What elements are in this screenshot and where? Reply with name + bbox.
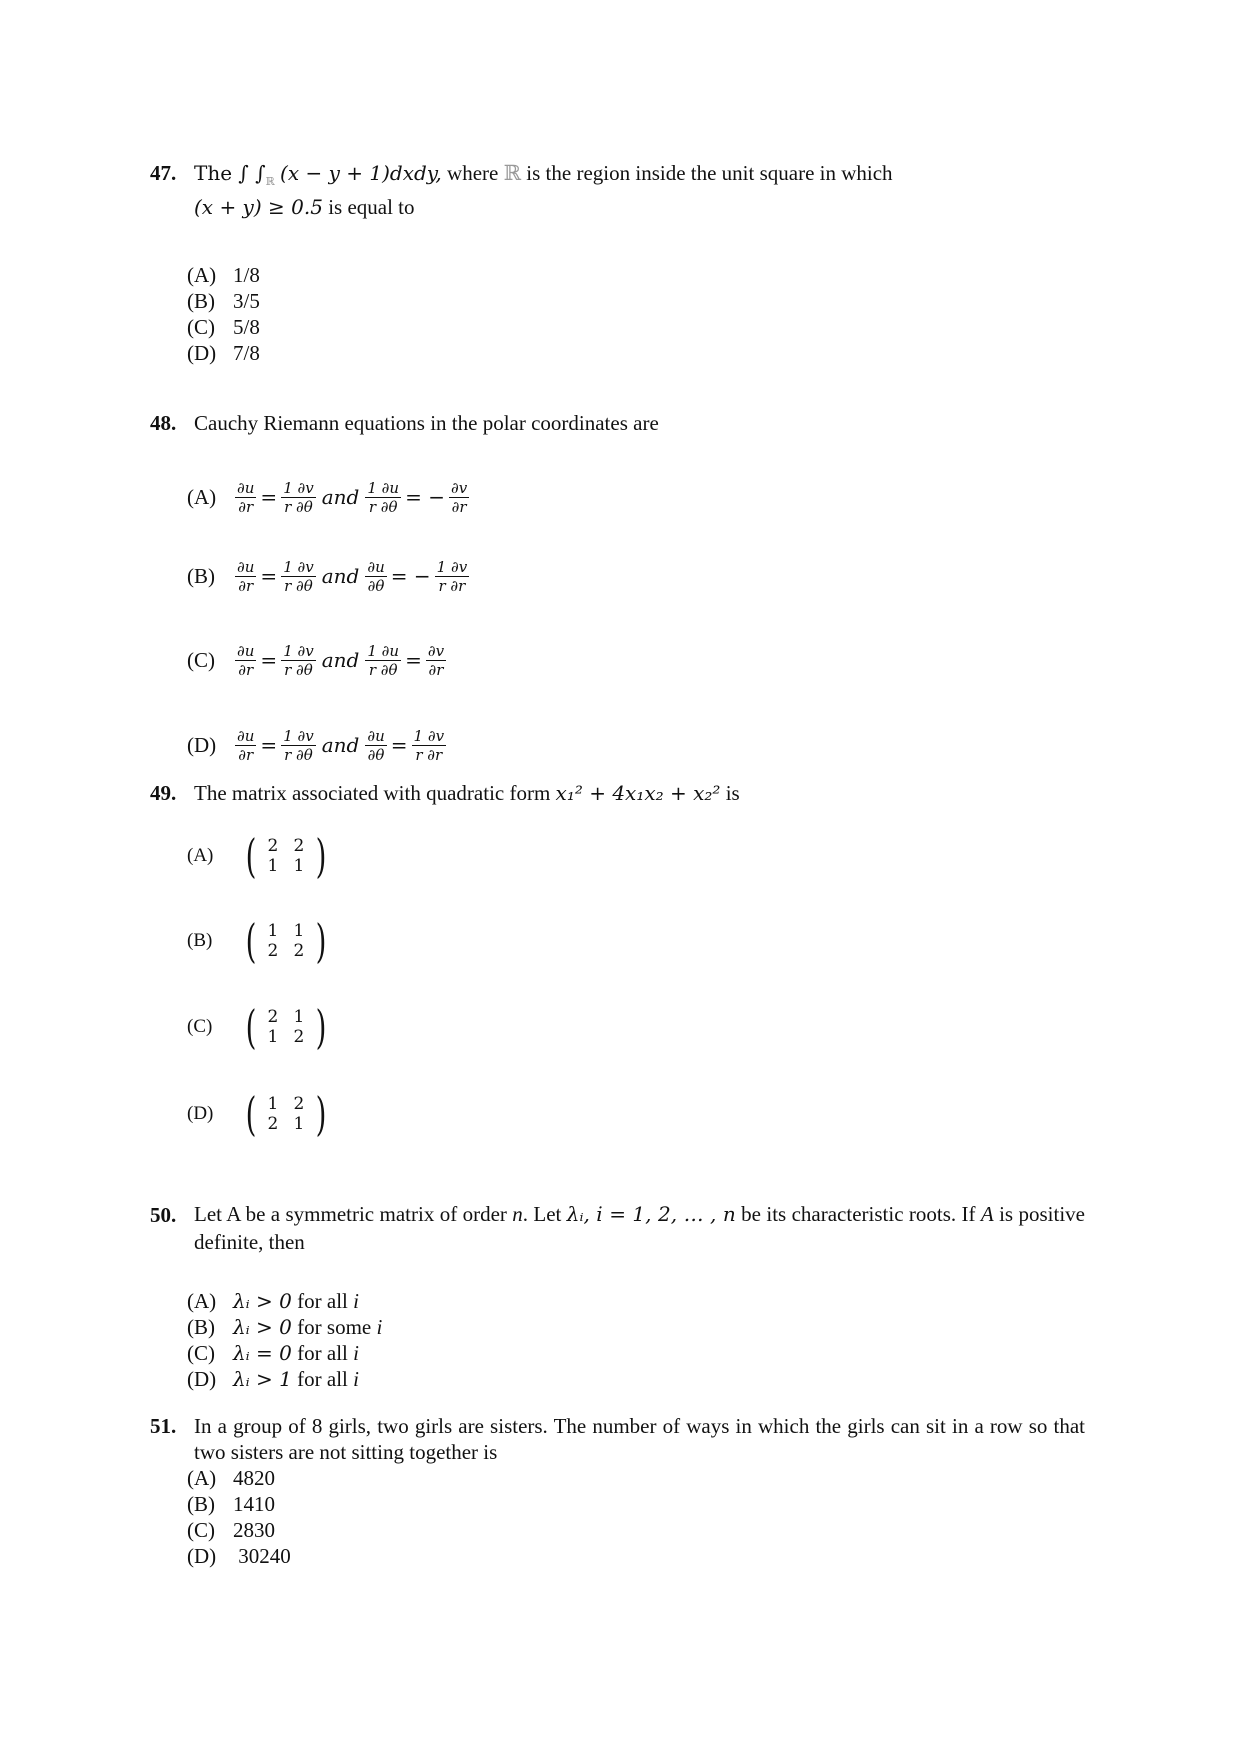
question-50 (150, 1200, 1085, 1392)
options-list (187, 1465, 1085, 1569)
option-c: (C) 5/8 (187, 315, 260, 339)
question-number: 49. (150, 781, 177, 805)
matrix: ( 2 1 1 2 ) (245, 1000, 327, 1054)
option-d: (D) $\frac{\partial u}{\partial r}$ = $\frac{1 \partial v}{r \partial\theta}$ and $\frac{\partial u}{\partial\theta}$ = $\frac{1 \partial v}{r \partial r}$ (187, 726, 445, 764)
option-d: (D) ( 1 2 2 1 ) (187, 1088, 330, 1140)
option-d: (D) λᵢ > 1 for all i (187, 1367, 359, 1391)
option-a: (A) λᵢ > 0 for all i (187, 1289, 359, 1313)
option-b: (B) $\frac{\partial u}{\partial r}$ = $\frac{1 \partial v}{r \partial\theta}$ and $\frac{\partial u}{\partial\theta}$ = − $\frac{1 \partial v}{r \partial r}$ (187, 557, 468, 595)
question-number: 48. (150, 411, 177, 435)
option-b: (B) 3/5 (187, 289, 260, 313)
question-51 (150, 1413, 1085, 1569)
option-d: (D) 30240 (187, 1544, 291, 1568)
question-text: The ∫ $\int_ℝ$ (x − y + 1)dxdy, where ℝ is the region inside the unit square in which (x + y) ≥ 0.5 is equal to (194, 161, 893, 219)
matrix: ( 1 1 2 2 ) (245, 914, 327, 968)
question-number: 50. (150, 1203, 177, 1227)
option-b: (B) λᵢ > 0 for some i (187, 1315, 383, 1339)
option-c: (C) 2830 (187, 1518, 275, 1542)
question-number: 51. (150, 1414, 177, 1438)
question-48 (150, 408, 1085, 764)
matrix: ( 2 2 1 1 ) (245, 829, 327, 883)
question-text: In a group of 8 girls, two girls are sisters. The number of ways in which the girls can sit in a row so that two sisters are not sitting together is (194, 1414, 1085, 1464)
option-d: (D) 7/8 (187, 341, 260, 365)
question-47 (150, 158, 1085, 366)
matrix: ( 1 2 2 1 ) (245, 1087, 327, 1141)
option-c: (C) $\frac{\partial u}{\partial r}$ = $\frac{1 \partial v}{r \partial\theta}$ and $\frac{1 \partial u}{r \partial\theta}$ = $\frac{\partial v}{\partial r}$ (187, 641, 445, 679)
option-a: (A) 1/8 (187, 263, 260, 287)
question-49 (150, 778, 1085, 1141)
option-b: (B) 1410 (187, 1492, 275, 1516)
question-number: 47. (150, 161, 177, 185)
question-text: Cauchy Riemann equations in the polar coordinates are (194, 411, 659, 435)
option-a: (A) 4820 (187, 1466, 275, 1490)
question-text: The matrix associated with quadratic form x₁² + 4x₁x₂ + x₂² is (194, 781, 740, 805)
option-a: (A) $\frac{\partial u}{\partial r}$ = $\frac{1 \partial v}{r \partial\theta}$ and $\frac{1 \partial u}{r \partial\theta}$ = − $\frac{\partial v}{\partial r}$ (187, 478, 468, 516)
option-a: (A) ( 2 2 1 1 ) (187, 830, 330, 882)
question-text: Let A be a symmetric matrix of order n. Let λᵢ, i = 1, 2, … , n be its characteristic roots. If A is positive definite, then (194, 1202, 1085, 1254)
option-c: (C) λᵢ = 0 for all i (187, 1341, 359, 1365)
options-list (187, 1288, 1085, 1392)
options-list (187, 262, 1085, 366)
option-b: (B) ( 1 1 2 2 ) (187, 915, 330, 967)
option-c: (C) ( 2 1 1 2 ) (187, 1001, 330, 1053)
